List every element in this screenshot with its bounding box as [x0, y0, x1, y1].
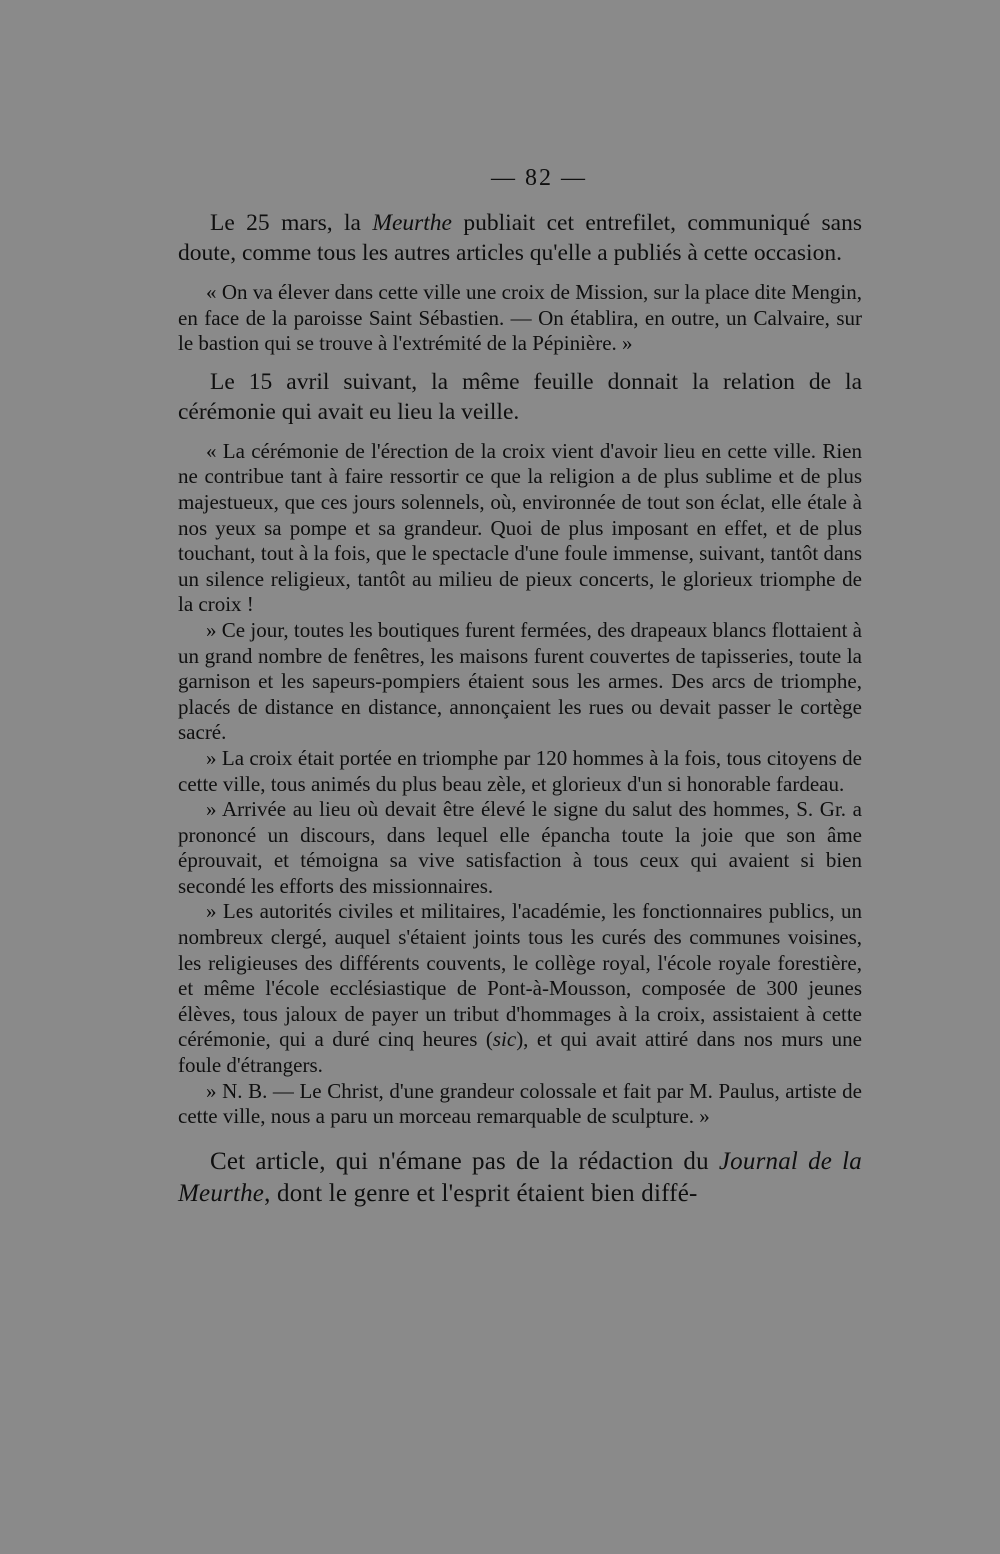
quoted-paragraph	[178, 1079, 862, 1130]
text-run: » La croix était portée en triomphe par 120 hommes à la fois, tous citoyens de cette ville, tous animés du plus beau zèle, et glorieux d'un si honorable fardeau.	[178, 745, 862, 796]
text-run: ), et qui avait attiré dans nos murs une foule d'étrangers.	[178, 1027, 862, 1078]
quoted-paragraph	[178, 439, 862, 618]
quoted-paragraph	[178, 618, 862, 746]
text-run: publiait cet entrefilet, communiqué sans doute, comme tous les autres articles qu'elle a publiés à cette occasion.	[178, 210, 862, 266]
body-paragraph	[178, 367, 862, 427]
body-paragraph	[178, 1146, 862, 1210]
quoted-paragraph	[178, 746, 862, 797]
text-run: « On va élever dans cette ville une croix de Mission, sur la place dite Mengin, en face de la paroisse Saint Sébastien. — On établira, en outre, un Calvaire, sur le bastion qui se trouve à l'extrémité de la Pépinière. »	[178, 280, 862, 356]
quoted-paragraph	[178, 280, 862, 357]
italic-text: Journal de la Meurthe	[178, 1147, 862, 1207]
body-paragraph	[178, 208, 862, 268]
italic-text: sic	[492, 1027, 517, 1052]
text-run: , dont le genre et l'esprit étaient bien diffé-	[264, 1179, 698, 1207]
text-run: Le 25 mars, la	[210, 210, 373, 236]
page-text	[178, 208, 862, 1210]
quoted-paragraph	[178, 797, 862, 899]
text-run: Cet article, qui n'émane pas de la rédaction du	[210, 1147, 719, 1175]
text-run: » Arrivée au lieu où devait être élevé le signe du salut des hommes, S. Gr. a prononcé un discours, dans lequel elle épancha toute la joie que son âme éprouvait, et témoigna sa vive satisfaction à tous ceux qui avaient si bien secondé les efforts des missionnaires.	[178, 797, 862, 898]
text-run: » Ce jour, toutes les boutiques furent fermées, des drapeaux blancs flottaient à un grand nombre de fenêtres, les maisons furent couvertes de tapisseries, toute la garnison et les sapeurs-pompiers étaient sous les armes. Des arcs de triomphe, placés de distance en distance, annonçaient les rues ou devait passer le cortège sacré.	[178, 617, 862, 745]
book-page	[178, 160, 862, 1420]
text-run: » N. B. — Le Christ, d'une grandeur colossale et fait par M. Paulus, artiste de cette ville, nous a paru un morceau remarquable de sculpture. »	[178, 1078, 862, 1129]
italic-text: Meurthe	[372, 210, 452, 236]
text-run: « La cérémonie de l'érection de la croix vient d'avoir lieu en cette ville. Rien ne contribue tant à faire ressortir ce que la religion a de plus sublime et de plus majestueux, que ces jours solennels, où, environnée de tout son éclat, elle étale à nos yeux sa pompe et sa grandeur. Quoi de plus imposant en effet, et de plus touchant, tout à la fois, que le spectacle d'une foule immense, suivant, tantôt dans un silence religieux, tantôt au milieu de pieux concerts, le glorieux triomphe de la croix !	[178, 438, 862, 617]
text-run: Le 15 avril suivant, la même feuille donnait la relation de la cérémonie qui avait eu lieu la veille.	[178, 368, 862, 425]
page-number: — 82 —	[491, 165, 587, 191]
quoted-paragraph	[178, 899, 862, 1078]
text-run: » Les autorités civiles et militaires, l'académie, les fonctionnaires publics, un nombreux clergé, auquel s'étaient joints tous les curés des communes voisines, les religieuses des différents couvents, le collège royal, l'école royale forestière, et même l'école ecclésiastique de Pont-à-Mousson, composée de 300 jeunes élèves, tous jaloux de payer un tribut d'hommages à la croix, assistaient à cette cérémonie, qui a duré cinq heures (	[178, 899, 862, 1052]
